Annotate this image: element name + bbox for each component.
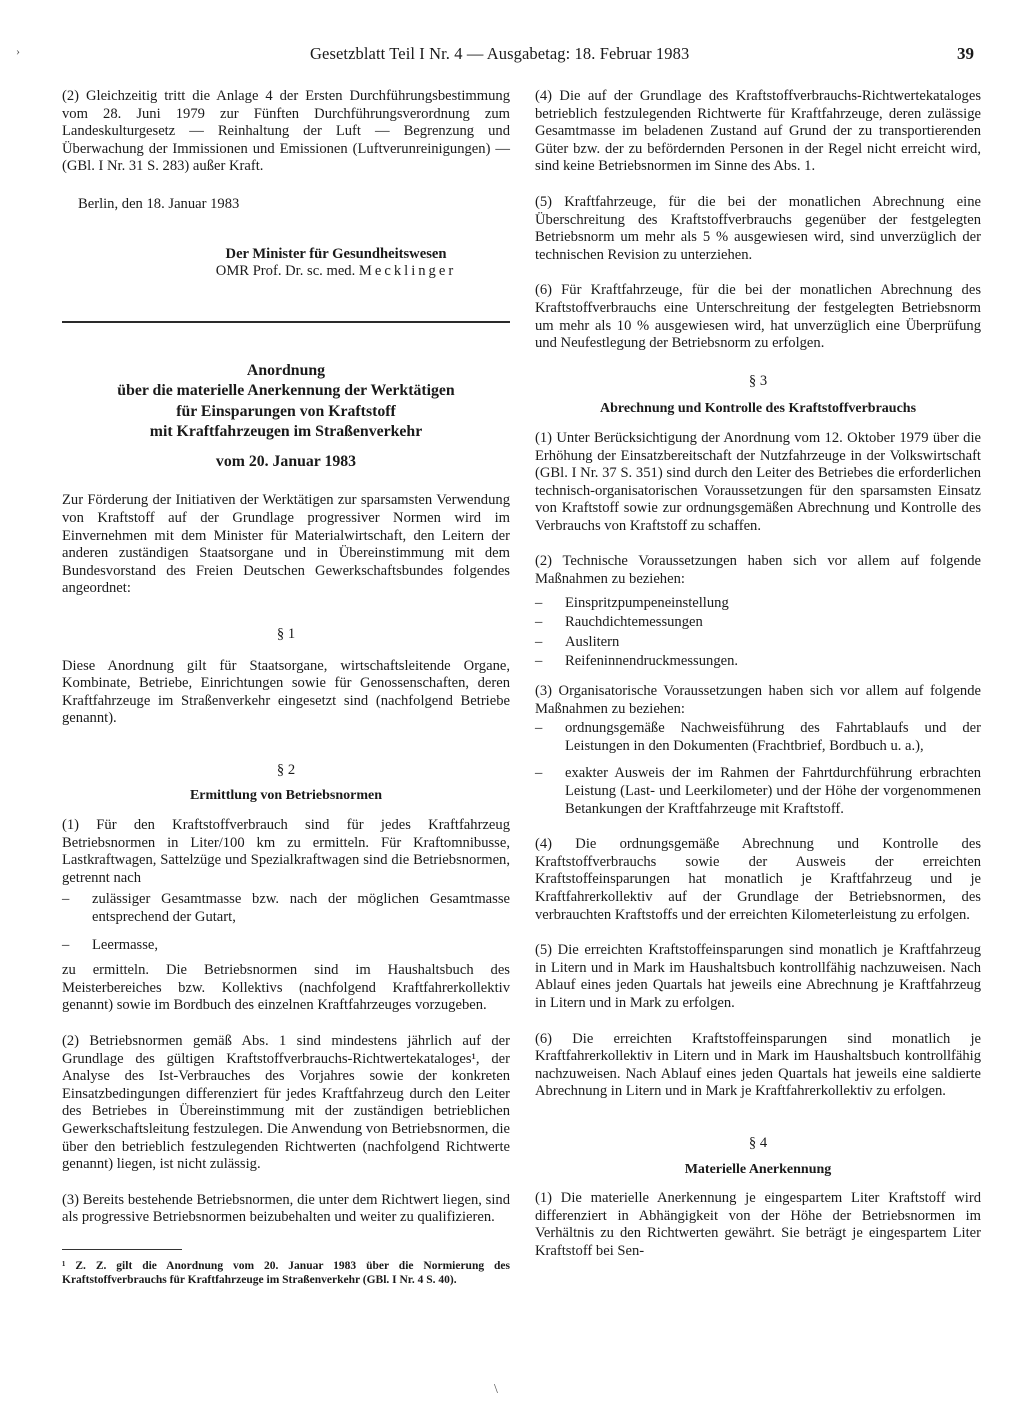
signer-line <box>162 263 510 281</box>
section-2-para-2: (2) Betriebsnormen gemäß Abs. 1 sind mindestens jährlich auf der Grundlage des gültigen Kraftstoffverbrauchs-Richtwertekataloges¹, der Analyse des Ist-Verbrauches des Vorjahres sowie der konkreten Einsatzbedingungen differenziert für jedes Kraftfahrzeug durch den Leiter des Betriebes in Übereinstimmung mit der zuständigen betrieblichen Gewerkschaftsleitung festzulegen. Die Anwendung von Betriebsnormen, die über den betrieblich festzulegenden Richtwerten (nachfolgend Richtwerte genannt) liegen, ist nicht zulässig. <box>62 1033 510 1173</box>
list-item <box>535 653 981 671</box>
dash-marker: – <box>535 653 543 670</box>
dash-marker: – <box>535 765 543 782</box>
dash-marker: – <box>535 633 543 650</box>
list-item-text: Einspritzpumpeneinstellung <box>565 594 729 611</box>
list-item <box>535 614 981 632</box>
footnote: ¹ Z. Z. gilt die Anordnung vom 20. Januar 1983 über die Normierung des Kraftstoffverbrauchs für Kraftfahrzeuge im Straßenverkehr (GBl. I Nr. 4 S. 40). <box>62 1259 510 1286</box>
preamble: Zur Förderung der Initiativen der Werktätigen zur sparsamsten Verwendung von Kraftstoff auf der Grundlage progressiver Normen wird im Einvernehmen mit dem Minister für Materialwirtschaft, den Leitern der anderen zuständigen Staatsorgane und in Übereinstimmung mit dem Bundesvorstand des Freien Deutschen Gewerkschaftsbundes folgendes angeordnet: <box>62 492 510 597</box>
place-date: Berlin, den 18. Januar 1983 <box>78 195 240 212</box>
section-1-number: § 1 <box>276 625 296 642</box>
list-item <box>535 765 981 818</box>
document-date: vom 20. Januar 1983 <box>215 452 357 470</box>
section-3-title: Abrechnung und Kontrolle des Kraftstoffverbrauchs <box>599 401 917 417</box>
section-3-number: § 3 <box>748 372 768 389</box>
right-column <box>535 88 981 1260</box>
section-2-para-3: (3) Bereits bestehende Betriebsnormen, die unter dem Richtwert liegen, sind als progressive Betriebsnormen beizubehalten und weiter zu qualifizieren. <box>62 1191 510 1226</box>
page-header <box>0 44 1024 70</box>
section-2-list <box>62 891 510 954</box>
list-item <box>535 634 981 652</box>
doc-title-line: mit Kraftfahrzeugen im Straßenverkehr <box>149 423 423 441</box>
section-2-para-5: (5) Kraftfahrzeuge, für die bei der monatlichen Abrechnung eine Überschreitung des Kraftstoffverbrauchs gegenüber der festgelegten Betriebsnorm um mehr als 5 % ausgewiesen wird, sind unverzüglich der technischen Revision zu unterziehen. <box>535 193 981 263</box>
list-item-text: ordnungsgemäße Nachweisführung des Fahrtablaufs und der Leistungen in den Dokumenten (Frachtbrief, Bordbuch u. a.), <box>565 720 981 754</box>
signer-title: Der Minister für Gesundheitswesen <box>225 245 447 262</box>
section-2-title: Ermittlung von Betriebsnormen <box>189 788 383 804</box>
dash-marker: – <box>535 720 543 737</box>
section-3-list-technical <box>535 595 981 671</box>
list-item-text: Auslitern <box>565 633 620 650</box>
list-item-text: zulässiger Gesamtmasse bzw. nach der möglichen Gesamtmasse entsprechend der Gutart, <box>92 891 510 926</box>
section-2-para-4: (4) Die auf der Grundlage des Kraftstoffverbrauchs-Richtwertekataloges betrieblich festzulegenden Richtwerte für Kraftfahrzeuge, deren zulässige Gesamtmasse im beladenen Zustand auf Grund der zu transportierenden Güter bzw. der zu befördernden Personen in der Regel nicht erreicht wird, sind keine Betriebsnormen im Sinne des Abs. 1. <box>535 88 981 175</box>
section-2-para-1: (1) Für den Kraftstoffverbrauch sind für jedes Kraftfahrzeug Betriebsnormen in Liter/100 km zu ermitteln. Für Kraftomnibusse, Lastkraftwagen, Sattelzüge und Spezialkraftwagen sind die Betriebsnormen, getrennt nach <box>62 817 510 886</box>
section-2-para-6: (6) Für Kraftfahrzeuge, für die bei der monatlichen Abrechnung des Kraftstoffverbrauchs eine Unterschreitung der festgelegten Betriebsnorm um mehr als 10 % ausgewiesen wird, hat unverzüglich eine Überprüfung und Neufestlegung der Betriebsnorm zu erfolgen. <box>535 282 981 352</box>
list-item-text: Reifeninnendruckmessungen. <box>565 653 739 670</box>
footnote-rule <box>62 1249 182 1250</box>
section-4-para-1: (1) Die materielle Anerkennung je eingespartem Liter Kraftstoff wird differenziert in Abhängigkeit von der Höhe der Betriebsnormen im Verhältnis zu den Richtwerten gewährt. Sie beträgt je eingespartem Liter Kraftstoff bei Sen- <box>535 1190 981 1259</box>
list-item-text: Rauchdichtemessungen <box>565 614 703 631</box>
page-number: 39 <box>957 44 974 63</box>
scan-artifact: \ <box>494 1382 498 1397</box>
section-2-number: § 2 <box>276 761 296 778</box>
left-column <box>62 88 510 1288</box>
list-item <box>62 937 510 955</box>
section-4-title: Materielle Anerkennung <box>684 1161 832 1177</box>
header-title: Gesetzblatt Teil I Nr. 4 — Ausgabetag: 18. Februar 1983 <box>310 44 690 63</box>
dash-marker: – <box>535 614 543 631</box>
section-3-list-organisational <box>535 720 981 818</box>
section-3-para-6: (6) Die erreichten Kraftstoffeinsparungen sind monatlich je Kraftfahrerkollektiv in Litern und in Mark im Haushaltsbuch kontrollfähig nachzuweisen. Nach Ablauf eines jeden Quartals hat jeweils eine saldierte Abrechnung in Litern und in Mark je Kraftfahrerkollektiv zu erfolgen. <box>535 1030 981 1100</box>
dash-marker: – <box>62 936 70 953</box>
section-3-para-4: (4) Die ordnungsgemäße Abrechnung und Kontrolle des Kraftstoffverbrauchs sowie der Ausweis der erreichten Kraftstoffeinsparungen hat monatlich je Kraftfahrzeug und je Kraftfahrerkollektiv auf der Grundlage der Betriebsnormen, des verbrauchten Kraftstoffs und der erreichten Kilometerleistung zu erfolgen. <box>535 836 981 923</box>
document-title <box>62 361 510 443</box>
section-4-number: § 4 <box>748 1134 768 1151</box>
section-3-para-1: (1) Unter Berücksichtigung der Anordnung vom 12. Oktober 1979 über die Erhöhung der Einsatzbereitschaft der Nutzfahrzeuge in der Volkswirtschaft (GBl. I Nr. 37 S. 351) sind durch den Leiter des Betriebes die erforderlichen technisch-organisatorischen Voraussetzungen für den sparsamsten Einsatz von Kraftstoff sowie zur ordnungsgemäßen Abrechnung und Kontrolle des Verbrauchs von Kraftstoff zu schaffen. <box>535 429 981 534</box>
list-item <box>535 595 981 613</box>
doc-title-line: für Einsparungen von Kraftstoff <box>176 402 396 420</box>
list-item <box>535 720 981 755</box>
section-1-text: Diese Anordnung gilt für Staatsorgane, wirtschaftsleitende Organe, Kombinate, Betriebe, Einrichtungen sowie für Genossenschaften, deren Kraftfahrzeuge im Straßenverkehr eingesetzt sind (nachfolgend Betriebe genannt). <box>62 657 510 727</box>
doc-title-line: über die materielle Anerkennung der Werktätigen <box>117 382 455 400</box>
section-3-para-3: (3) Organisatorische Voraussetzungen haben sich vor allem auf folgende Maßnahmen zu beziehen: <box>535 683 981 717</box>
section-3-para-2: (2) Technische Voraussetzungen haben sich vor allem auf folgende Maßnahmen zu beziehen: <box>535 553 981 588</box>
list-item-text: Leermasse, <box>92 936 159 953</box>
section-3-para-5: (5) Die erreichten Kraftstoffeinsparungen sind monatlich je Kraftfahrzeug in Litern und in Mark im Haushaltsbuch kontrollfähig nachzuweisen. Nach Ablauf eines jeden Quartals hat jeweils eine Abrechnung je Kraftfahrzeug in Litern und in Mark zu erfolgen. <box>535 942 981 1011</box>
signer-name: Mecklinger <box>358 263 457 280</box>
previous-paragraph: (2) Gleichzeitig tritt die Anlage 4 der Ersten Durchführungsbestimmung vom 28. Juni 1979 zur Fünften Durchführungsverordnung zum Landeskulturgesetz — Reinhaltung der Luft — Begrenzung und Überwachung der Immissionen und Emissionen (Luftverunreinigungen) — (GBl. I Nr. 31 S. 283) außer Kraft. <box>62 88 510 175</box>
doc-title-line: Anordnung <box>246 361 326 379</box>
list-item <box>62 891 510 926</box>
dash-marker: – <box>535 594 543 611</box>
scan-artifact: › <box>16 44 20 58</box>
section-divider <box>62 321 510 323</box>
list-item-text: exakter Ausweis der im Rahmen der Fahrtdurchführung erbrachten Leistung (Last- und Leerkilometer) und der Höhe der vorgenommenen Betankungen der Kraftfahrzeuge mit Kraftstoff. <box>565 765 981 817</box>
section-2-para-1-cont: zu ermitteln. Die Betriebsnormen sind im Haushaltsbuch des Meisterbereiches bzw. Kollektivs (nachfolgend Kraftfahrerkollektiv genannt) sowie im Bordbuch des einzelnen Kraftfahrzeuges vorzugeben. <box>62 962 510 1014</box>
signer-prefix: OMR Prof. Dr. sc. med. <box>215 263 356 280</box>
dash-marker: – <box>62 891 70 908</box>
